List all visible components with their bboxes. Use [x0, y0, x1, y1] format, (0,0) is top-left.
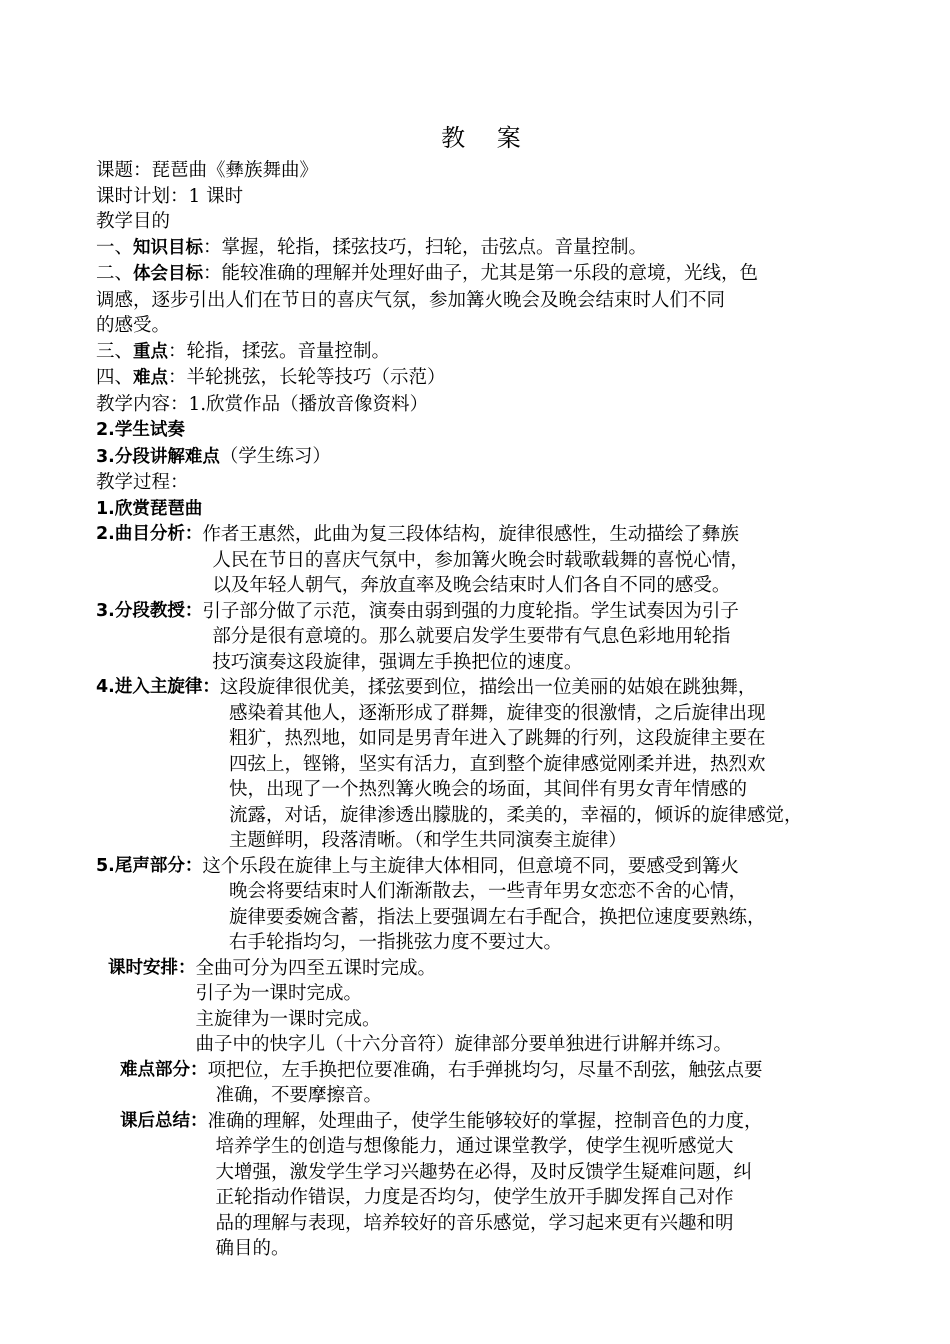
step-5-label: 5.尾声部分： — [96, 855, 203, 876]
summary-line: 培养学生的创造与想像能力，通过课堂教学，使学生视听感觉大 — [215, 1136, 734, 1157]
step-1 — [96, 496, 866, 523]
step-4-line: 主题鲜明，段落清晰。（和学生共同演奏主旋律） — [229, 830, 627, 851]
schedule-section — [96, 956, 866, 1058]
step-2-line: 人民在节日的喜庆气氛中，参加篝火晚会时载歌载舞的喜悦心情， — [212, 549, 749, 571]
goal-difficulty-text: ：半轮挑弦，长轮等技巧（示范） — [168, 367, 446, 388]
step-3-line: 技巧演奏这段旋律，强调左手换把位的速度。 — [212, 651, 583, 673]
plan-label: 课时计划： — [96, 185, 189, 207]
goal-knowledge-text: ：掌握，轮指，揉弦技巧，扫轮，击弦点。音量控制。 — [203, 236, 648, 258]
step-2-label: 2.曲目分析： — [96, 524, 203, 544]
schedule-line: 全曲可分为四至五课时完成。 — [195, 957, 437, 979]
content-line: 教学内容：1.欣赏作品（播放音像资料） — [96, 393, 429, 415]
goal-experience — [96, 261, 866, 339]
plan-value: 1 课时 — [188, 185, 244, 207]
content-item-2 — [96, 417, 866, 444]
summary-line: 正轮指动作错误，力度是否均匀，使学生放开手脚发挥自己对作 — [215, 1187, 734, 1208]
summary-line: 确目的。 — [215, 1238, 290, 1259]
step-3-label: 3.分段教授： — [96, 600, 203, 621]
difficulty-section — [96, 1058, 866, 1109]
step-5-continued — [96, 879, 866, 956]
goal-experience-label: 体会目标 — [133, 264, 204, 284]
schedule-body — [196, 956, 733, 1058]
content-item-3 — [96, 444, 866, 471]
lesson-plan-document — [96, 118, 866, 1262]
content-item-3-bold: 3.分段讲解难点 — [96, 446, 220, 467]
goal-key-prefix: 三、 — [96, 340, 134, 362]
schedule-line: 主旋律为一课时完成。 — [195, 1008, 381, 1030]
step-5-line: 这个乐段在旋律上与主旋律大体相同，但意境不同，要感受到篝火 — [202, 855, 739, 877]
goal-difficulty-label: 难点 — [133, 368, 169, 388]
summary-section — [96, 1109, 866, 1262]
step-5 — [96, 854, 866, 880]
step-3-body — [202, 599, 866, 676]
goal-knowledge-prefix: 一、 — [96, 236, 134, 258]
goal-difficulty-prefix: 四、 — [96, 367, 134, 388]
step-3-line: 引子部分做了示范，演奏由弱到强的力度轮指。学生试奏因为引子 — [202, 600, 739, 622]
step-4-line: 快，出现了一个热烈篝火晚会的场面，其间伴有男女青年情感的 — [229, 779, 748, 800]
summary-label: 课后总结： — [120, 1110, 208, 1131]
summary-line: 品的理解与表现，培养较好的音乐感觉，学习起来更有兴趣和明 — [215, 1212, 734, 1234]
difficulty-body — [208, 1058, 763, 1109]
step-2-body — [202, 522, 866, 599]
process-heading: 教学过程： — [96, 472, 189, 493]
topic-label: 课题： — [96, 160, 152, 181]
goal-difficulties — [96, 365, 866, 392]
step-5-body — [202, 854, 866, 880]
goal-knowledge-label: 知识目标 — [133, 237, 204, 258]
difficulty-label: 难点部分： — [120, 1059, 208, 1080]
goal-experience-line: ：能较准确的理解并处理好曲子，尤其是第一乐段的意境，光线，色 — [203, 263, 759, 284]
step-5-line: 旋律要委婉含蓄，指法上要强调左右手配合，换把位速度要熟练， — [229, 906, 766, 928]
schedule-label: 课时安排： — [108, 957, 196, 978]
step-4-line: 流露，对话，旋律渗透出朦胧的，柔美的，幸福的，倾诉的旋律感觉， — [229, 804, 803, 826]
goal-knowledge — [96, 235, 866, 262]
difficulty-line: 准确，不要摩擦音。 — [215, 1085, 383, 1106]
step-4-continued — [96, 701, 866, 854]
goal-experience-prefix: 二、 — [96, 263, 134, 284]
step-5-line: 晚会将要结束时人们渐渐散去，一些青年男女恋恋不舍的心情， — [229, 881, 748, 902]
goal-experience-line: 的感受。 — [96, 315, 171, 336]
step-4 — [96, 675, 866, 701]
plan-line — [96, 184, 866, 210]
step-4-line: 这段旋律很优美，揉弦要到位，描绘出一位美丽的姑娘在跳独舞， — [219, 677, 757, 698]
topic-line — [96, 158, 866, 184]
schedule-line: 引子为一课时完成。 — [195, 983, 363, 1004]
difficulty-line: 项把位，左手换把位要准确，右手弹挑均匀，尽量不刮弦，触弦点要 — [207, 1059, 763, 1081]
topic-value: 琵琶曲《彝族舞曲》 — [151, 160, 319, 181]
summary-body — [208, 1109, 763, 1262]
goal-experience-line: 调感，逐步引出人们在节日的喜庆气氛，参加篝火晚会及晚会结束时人们不同 — [96, 289, 726, 311]
step-2-line: 以及年轻人朝气，奔放直率及晚会结束时人们各自不同的感受。 — [212, 575, 731, 596]
summary-line: 准确的理解，处理曲子，使学生能够较好的掌握，控制音色的力度， — [207, 1110, 763, 1132]
document-title: 教 案 — [441, 124, 533, 152]
step-4-line: 感染着其他人，逐渐形成了群舞，旋律变的很激情，之后旋律出现 — [229, 702, 766, 724]
content-item-2-text: 2.学生试奏 — [96, 420, 185, 440]
summary-line: 大增强，激发学生学习兴趣势在必得，及时反馈学生疑难问题，纠 — [215, 1161, 753, 1183]
step-3 — [96, 599, 866, 676]
step-4-body — [220, 675, 866, 701]
goal-key-text: ：轮指，揉弦。音量控制。 — [168, 340, 391, 362]
step-4-label: 4.进入主旋律： — [96, 677, 220, 697]
goal-key-label: 重点 — [133, 341, 169, 362]
schedule-line: 曲子中的快字儿（十六分音符）旋律部分要单独进行讲解并练习。 — [195, 1034, 733, 1055]
step-4-line: 粗犷，热烈地，如同是男青年进入了跳舞的行列，这段旋律主要在 — [229, 728, 766, 749]
content-item-3-rest: （学生练习） — [219, 445, 331, 467]
step-2-line: 作者王惠然，此曲为复三段体结构，旋律很感性，生动描绘了彝族 — [202, 524, 739, 545]
step-2 — [96, 522, 866, 599]
step-3-line: 部分是很有意境的。那么就要启发学生要带有气息色彩地用轮指 — [212, 626, 731, 647]
step-4-line: 四弦上，铿锵，坚实有活力，直到整个旋律感觉刚柔并进，热烈欢 — [229, 753, 766, 775]
goal-key-points — [96, 339, 866, 366]
step-1-text: 1.欣赏琵琶曲 — [96, 498, 203, 519]
goal-heading: 教学目的 — [96, 211, 171, 232]
step-5-line: 右手轮指均匀，一指挑弦力度不要过大。 — [229, 932, 563, 953]
